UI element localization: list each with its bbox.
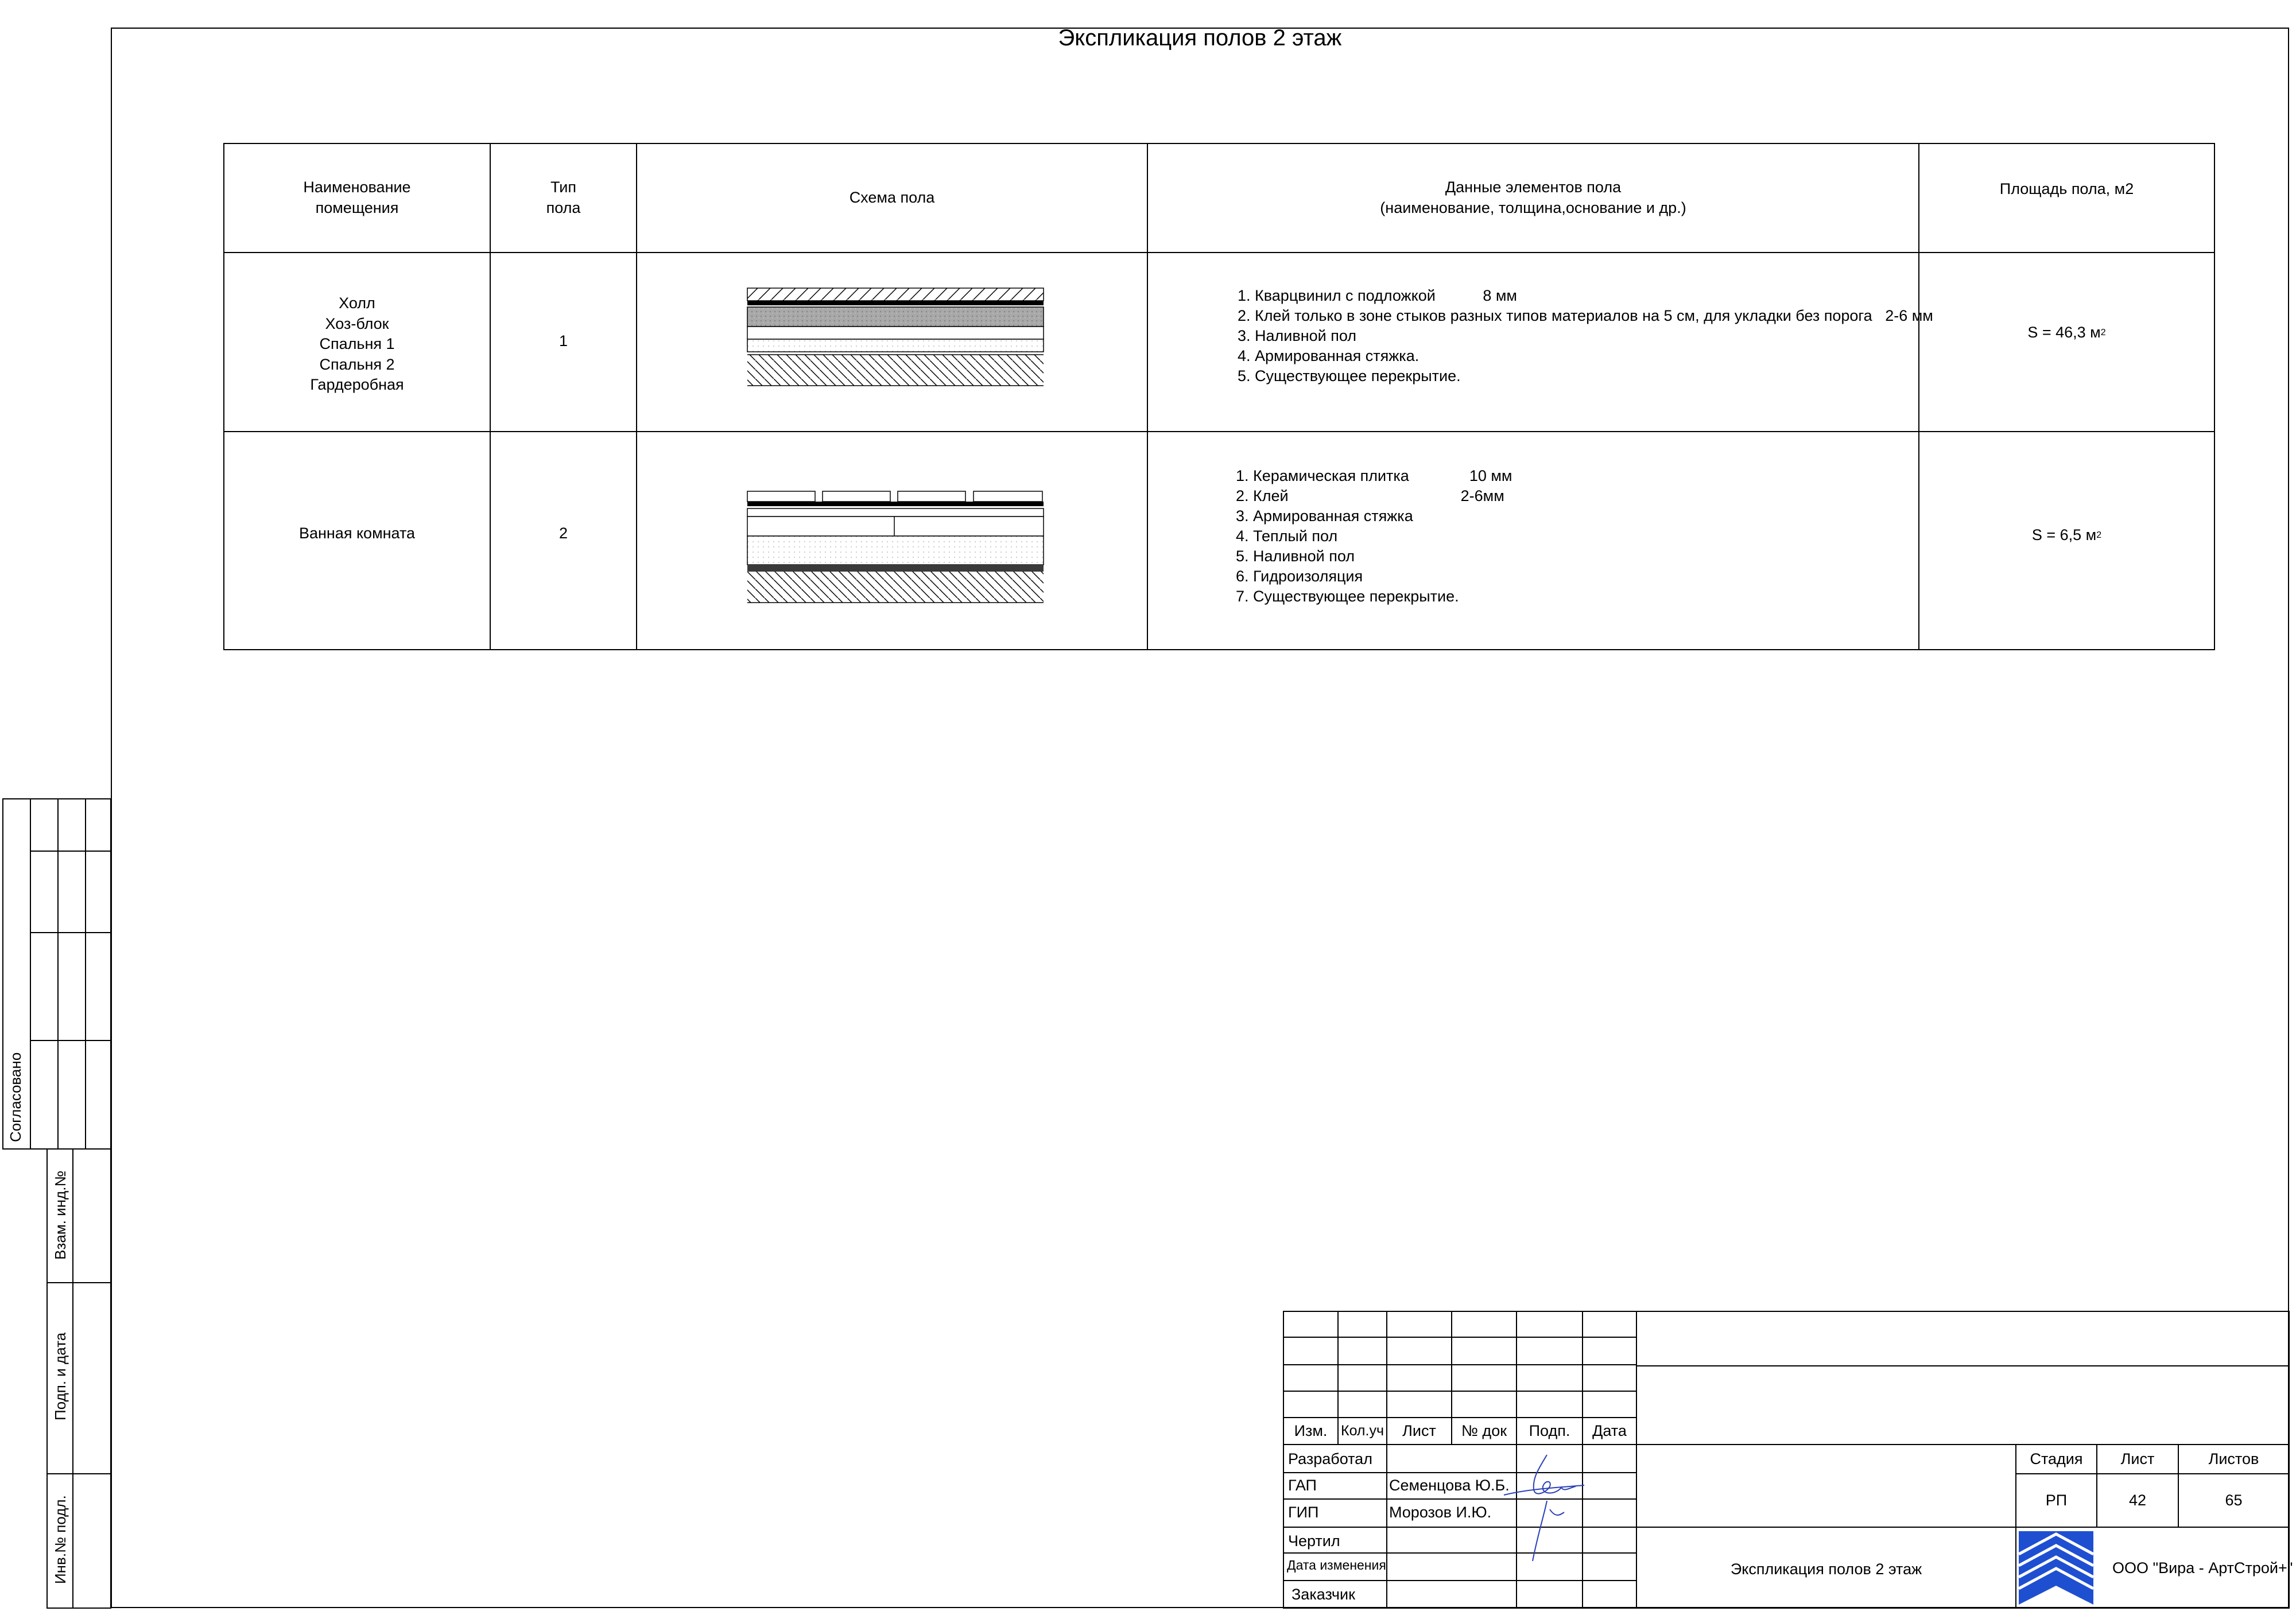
role-data-izm: Дата изменения [1287, 1558, 1386, 1572]
gip-name: Морозов И.Ю. [1389, 1504, 1492, 1521]
tb-header-izm: Изм. [1294, 1422, 1328, 1439]
sheets-value: 65 [2225, 1491, 2243, 1509]
row1-layers: 1. Кварцвинил с подложкой 8 мм 2. Клей только в зоне стыков разных типов материалов на 5 см, для укладки без порога 2-6 мм 3. Наливной пол 4. Армированная стяжка. 5. Существующее перекрытие. [1238, 287, 1933, 385]
tb-header-list: Лист [1402, 1422, 1436, 1439]
row1-rooms: Холл Хоз-блок Спальня 1 Спальня 2 Гардеробная [310, 294, 404, 394]
stage-value: РП [2045, 1491, 2068, 1509]
gap-name: Семенцова Ю.Б. [1389, 1477, 1510, 1494]
company-name: ООО "Вира - АртСтрой+" [2112, 1559, 2293, 1577]
row2-layers: 1. Керамическая плитка 10 мм 2. Клей 2-6мм 3. Армированная стяжка 4. Теплый пол 5. Наливной пол 6. Гидроизоляция 7. Существующее перекрытие. [1236, 467, 1512, 605]
page-title: Экспликация полов 2 этаж [1058, 25, 1342, 51]
tb-header-data: Дата [1592, 1422, 1627, 1439]
header-type: Тип пола [546, 178, 581, 216]
row1-area: S = 46,3 м 2 [2027, 324, 2106, 341]
row1-type: 1 [559, 332, 568, 350]
sheets-label: Листов [2208, 1450, 2259, 1467]
row2-type: 2 [559, 525, 568, 542]
header-room: Наименование помещения [303, 178, 411, 216]
agreed-label: Согласовано [7, 1052, 24, 1142]
sheet-label: Лист [2120, 1450, 2155, 1467]
role-chertil: Чертил [1288, 1532, 1340, 1550]
tb-header-kol: Кол.уч [1341, 1423, 1384, 1439]
header-area: Площадь пола, м2 [1999, 180, 2134, 198]
stage-label: Стадия [2030, 1450, 2083, 1467]
podp-label: Подп. и дата [52, 1332, 69, 1420]
role-gap: ГАП [1288, 1477, 1317, 1494]
role-razrabotal: Разработал [1288, 1450, 1372, 1467]
header-data: Данные элементов пола (наименование, толщина,основание и др.) [1380, 178, 1686, 216]
row2-rooms: Ванная комната [298, 525, 416, 542]
company-logo-icon [2019, 1531, 2093, 1605]
vzam-label: Взам. инд.№ [52, 1170, 69, 1260]
row2-area: S = 6,5 м 2 [2031, 526, 2102, 543]
role-zakazchik: Заказчик [1292, 1586, 1355, 1603]
signature-scribble [1492, 1446, 1590, 1567]
header-scheme: Схема пола [849, 189, 935, 207]
tb-header-podp: Подп. [1529, 1422, 1570, 1439]
sheet-value: 42 [2128, 1491, 2147, 1509]
sheet-title: Экспликация полов 2 этаж [1730, 1560, 1922, 1578]
inv-label: Инв.№ подл. [52, 1495, 69, 1584]
tb-header-ndok: № док [1461, 1422, 1507, 1439]
role-gip: ГИП [1288, 1504, 1319, 1521]
